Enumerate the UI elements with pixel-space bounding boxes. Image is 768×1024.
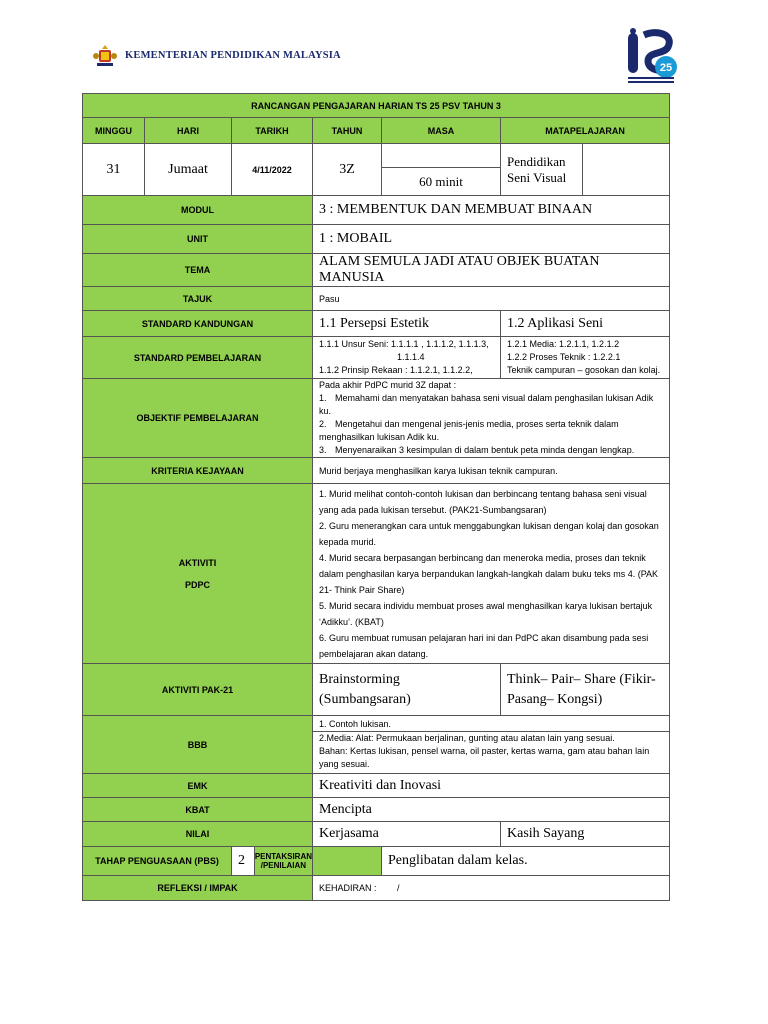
label-tema: TEMA	[83, 254, 313, 287]
label-pak21: AKTIVITI PAK-21	[83, 664, 313, 716]
col-hari: HARI	[145, 118, 232, 144]
logo-number: 25	[659, 62, 673, 74]
objektif-item: 3. Menyenaraikan 3 kesimpulan di dalam bentuk peta minda dengan lengkap.	[319, 445, 635, 455]
label-objektif: OBJEKTIF PEMBELAJARAN	[83, 379, 313, 458]
label-aktiviti-2: PDPC	[184, 579, 210, 590]
value-emk: Kreativiti dan Inovasi	[313, 774, 670, 798]
label-aktiviti	[83, 484, 313, 664]
bbb-line-2: 2.Media: Alat: Permukaan berjalinan, gunting atau alatan lain yang sesuai.	[319, 733, 615, 743]
value-masa-blank	[382, 144, 501, 168]
aktiviti-item: 5. Murid secara individu membuat proses awal menghasilkan karya lukisan bertajuk ‘Adikku’. (KBAT)	[319, 600, 653, 627]
bbb-line-1: 1. Contoh lukisan.	[313, 718, 669, 732]
aktiviti-item: 6. Guru membuat rumusan pelajaran hari ini dan PdPC akan disambung pada sesi pembelajaran akan datang.	[319, 632, 649, 659]
col-tahun: TAHUN	[313, 118, 382, 144]
value-sp-right	[501, 337, 670, 379]
sp-right-line-1: 1.2.1 Media: 1.2.1.1, 1.2.1.2	[507, 339, 620, 349]
malaysia-crest-icon	[91, 42, 119, 70]
value-unit: 1 : MOBAIL	[313, 225, 670, 254]
aktiviti-item: 2. Guru menerangkan cara untuk menggabungkan lukisan dengan kolaj dan gosokan kepada murid.	[319, 520, 659, 547]
aktiviti-item: 1. Murid melihat contoh-contoh lukisan dan berbincang tentang bahasa seni visual yang ada pada lukisan tersebut. (PAK21-Sumbangsaran)	[319, 488, 647, 515]
value-nilai-2: Kasih Sayang	[501, 822, 670, 847]
label-tahap: TAHAP PENGUASAAN (PBS)	[83, 847, 232, 876]
objektif-item: 1. Memahami dan menyatakan bahasa seni visual dalam penghasilan lukisan Adik ku.	[319, 393, 654, 416]
label-emk: EMK	[83, 774, 313, 798]
label-bbb: BBB	[83, 716, 313, 774]
label-modul: MODUL	[83, 196, 313, 225]
label-standard-pembelajaran: STANDARD PEMBELAJARAN	[83, 337, 313, 379]
value-matapelajaran-extra	[583, 144, 670, 196]
value-modul: 3 : MEMBENTUK DAN MEMBUAT BINAAN	[313, 196, 670, 225]
plan-title: RANCANGAN PENGAJARAN HARIAN TS 25 PSV TAHUN 3	[83, 94, 670, 118]
sp-right-line-2: 1.2.2 Proses Teknik : 1.2.2.1	[507, 352, 621, 362]
ministry-name: KEMENTERIAN PENDIDIKAN MALAYSIA	[125, 50, 341, 61]
value-kriteria: Murid berjaya menghasilkan karya lukisan teknik campuran.	[313, 458, 670, 484]
label-standard-kandungan: STANDARD KANDUNGAN	[83, 311, 313, 337]
value-pentaksiran: Penglibatan dalam kelas.	[382, 847, 670, 876]
col-matapelajaran: MATAPELAJARAN	[501, 118, 670, 144]
lesson-plan-table	[82, 93, 670, 901]
value-objektif	[313, 379, 670, 458]
value-tahap: 2	[232, 847, 255, 875]
aktiviti-item: 4. Murid secara berpasangan berbincang dan meneroka media, proses dan teknik dalam penghasilan karya berpandukan langkah-langkah dalam buku teks ms 4. (PAK 21- Think Pair Share)	[319, 552, 659, 595]
value-minggu: 31	[83, 144, 145, 196]
label-unit: UNIT	[83, 225, 313, 254]
ts25-logo-icon	[624, 27, 680, 85]
bbb-line-3: Bahan: Kertas lukisan, pensel warna, oil paster, kertas warna, gam atau bahan lain yang sesuai.	[319, 746, 650, 769]
col-minggu: MINGGU	[83, 118, 145, 144]
value-tahun: 3Z	[313, 144, 382, 196]
sp-left-line-3: 1.1.2 Prinsip Rekaan : 1.1.2.1, 1.1.2.2,	[319, 365, 473, 375]
label-tajuk: TAJUK	[83, 287, 313, 311]
tahap-split-cell	[232, 847, 313, 876]
label-nilai: NILAI	[83, 822, 313, 847]
value-bbb	[313, 716, 670, 774]
value-tarikh: 4/11/2022	[232, 144, 313, 196]
value-tema: ALAM SEMULA JADI ATAU OBJEK BUATAN MANUSIA	[313, 254, 670, 287]
label-refleksi: REFLEKSI / IMPAK	[83, 876, 313, 901]
label-pentaksiran: PENTAKSIRAN /PENILAIAN	[255, 847, 312, 875]
value-matapelajaran: Pendidikan Seni Visual	[501, 144, 583, 196]
sp-left-line-2: 1.1.1.4	[397, 352, 425, 362]
value-tajuk: Pasu	[313, 287, 670, 311]
label-kriteria: KRITERIA KEJAYAAN	[83, 458, 313, 484]
objektif-intro: Pada akhir PdPC murid 3Z dapat :	[319, 380, 457, 390]
sp-left-line-1: 1.1.1 Unsur Seni: 1.1.1.1 , 1.1.1.2, 1.1.1.3,	[319, 339, 489, 349]
page-header	[0, 0, 768, 90]
value-kbat: Mencipta	[313, 798, 670, 822]
value-refleksi	[313, 876, 670, 901]
lesson-plan-sheet	[82, 93, 669, 901]
col-masa: MASA	[382, 118, 501, 144]
label-kbat: KBAT	[83, 798, 313, 822]
refleksi-kehadiran-label: KEHADIRAN :	[319, 883, 377, 893]
label-aktiviti-1: AKTIVITI	[178, 557, 217, 568]
value-pak21-2: Think– Pair– Share (Fikir- Pasang– Kongsi)	[501, 664, 670, 716]
value-aktiviti	[313, 484, 670, 664]
sp-right-line-3: Teknik campuran – gosokan dan kolaj.	[507, 365, 661, 375]
value-hari: Jumaat	[145, 144, 232, 196]
value-sk-2: 1.2 Aplikasi Seni	[501, 311, 670, 337]
pentaksiran-label-ext	[313, 847, 382, 876]
value-masa: 60 minit	[382, 168, 501, 196]
value-pak21-1: Brainstorming (Sumbangsaran)	[313, 664, 501, 716]
value-sk-1: 1.1 Persepsi Estetik	[313, 311, 501, 337]
value-nilai-1: Kerjasama	[313, 822, 501, 847]
refleksi-slash: /	[397, 883, 400, 893]
col-tarikh: TARIKH	[232, 118, 313, 144]
value-sp-left	[313, 337, 501, 379]
objektif-item: 2. Mengetahui dan mengenal jenis-jenis media, proses serta teknik dalam menghasilkan lukisan Adik ku.	[319, 419, 619, 442]
